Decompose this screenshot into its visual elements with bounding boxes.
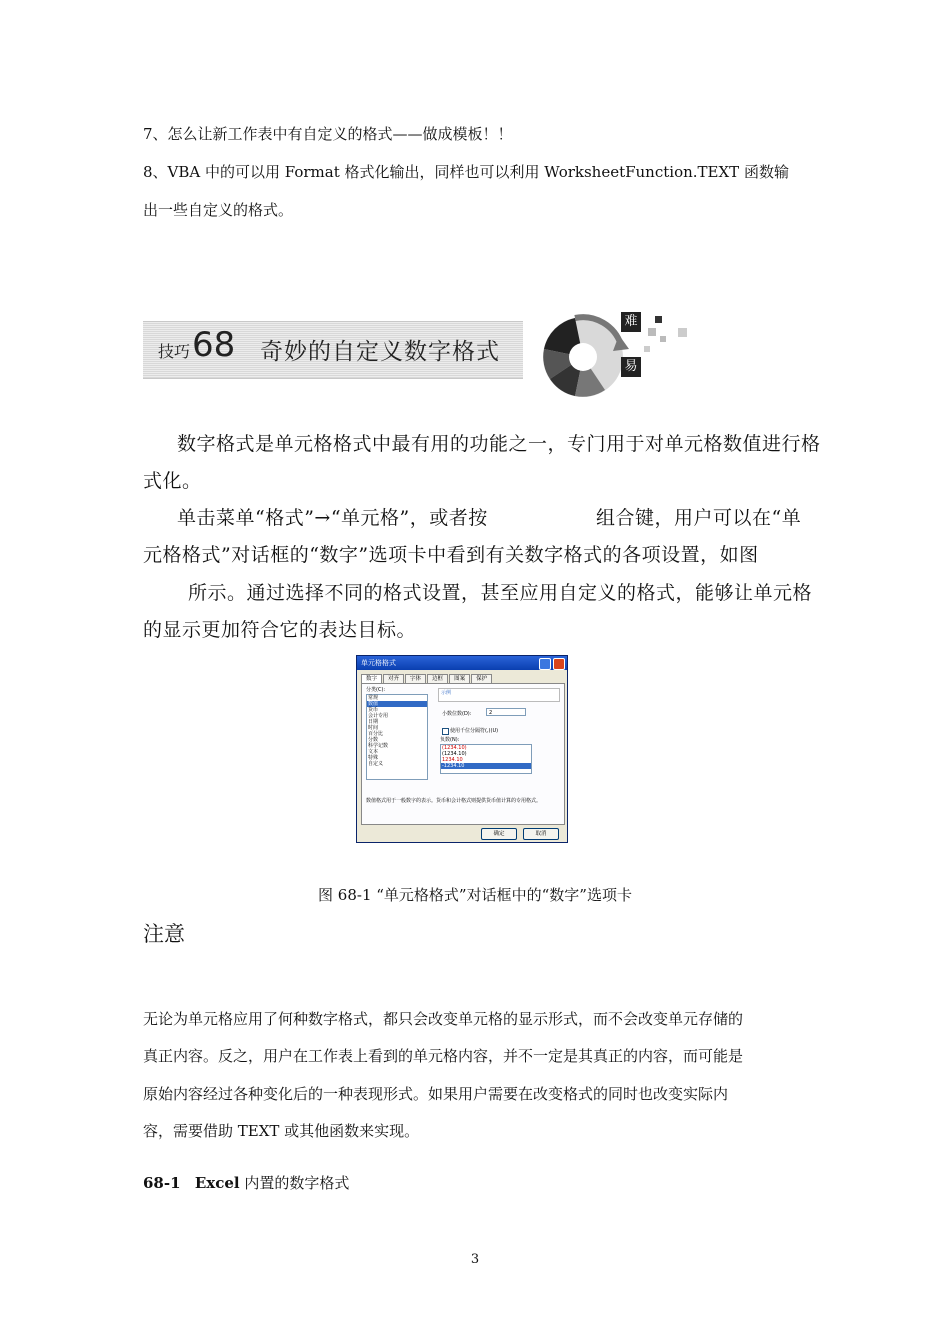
sample-box [438,688,560,702]
decor-square [655,316,662,323]
tab-alignment[interactable]: 对齐 [383,674,404,683]
text-line-8-cont: 出一些自定义的格式。 [143,201,294,219]
decor-square [648,328,656,336]
category-list[interactable] [366,694,428,780]
figure-caption: 图 68-1 “单元格格式”对话框中的“数字”选项卡 [318,886,632,904]
sample-label: 示例 [441,690,452,696]
list-item[interactable]: 常规 [368,695,379,701]
note-heading: 注意 [143,922,185,946]
intro-paragraph-2-e: 的显示更加符合它的表达目标。 [143,619,417,641]
intro-paragraph-2: 单击菜单“格式”→“单元格”，或者按 [177,507,488,529]
section-title: 内置的数字格式 [244,1174,350,1192]
decimal-stepper[interactable]: 2 [486,708,526,716]
list-item[interactable]: 货币 [368,707,379,713]
list-item[interactable]: 百分比 [368,731,384,737]
list-item[interactable]: 自定义 [368,761,384,767]
list-item[interactable]: 数值 [367,701,427,707]
thousands-label: 使用千位分隔符(,)(U) [450,728,499,734]
tip-label: 技巧 [158,342,191,361]
list-item[interactable]: 会计专用 [368,713,389,719]
decor-square [678,328,687,337]
tab-pattern[interactable]: 图案 [449,674,470,683]
difficulty-easy: 易 [621,357,641,377]
note-line-2: 真正内容。反之，用户在工作表上看到的单元格内容，并不一定是其真正的内容，而可能是 [143,1047,744,1065]
intro-paragraph-1: 数字格式是单元格格式中最有用的功能之一，专门用于对单元格数值进行格 [177,433,821,455]
section-title-excel: Excel [194,1174,240,1192]
negative-label: 负数(N): [440,737,460,743]
difficulty-graphic [535,305,700,410]
text-line-7: 7、怎么让新工作表中有自定义的格式——做成模板！！ [143,125,513,143]
number-panel [361,683,565,825]
list-item[interactable]: 时间 [368,725,379,731]
note-line-1: 无论为单元格应用了何种数字格式，都只会改变单元格的显示形式，而不会改变单元存储的 [143,1010,744,1028]
section-number: 68-1 [143,1174,181,1192]
difficulty-hard: 难 [621,312,641,332]
decimal-label: 小数位数(D): [442,711,472,717]
help-icon[interactable] [539,658,551,670]
list-item[interactable]: 文本 [368,749,379,755]
list-item[interactable]: 1234.10 [442,757,463,763]
ok-button[interactable]: 确定 [481,828,517,840]
list-item[interactable]: (1234.10) [442,751,467,757]
tab-border[interactable]: 边框 [427,674,448,683]
cancel-button[interactable]: 取消 [523,828,559,840]
tab-font[interactable]: 字体 [405,674,426,683]
list-item[interactable]: 分数 [368,737,379,743]
intro-paragraph-2-b: 组合键，用户可以在“单 [596,507,802,529]
tab-number[interactable]: 数字 [361,674,382,683]
format-description: 数值格式用于一般数字的表示。货币和会计格式则提供货币值计算的专用格式。 [366,798,542,804]
tip-number: 68 [192,325,236,365]
list-item[interactable]: 特殊 [368,755,379,761]
list-item[interactable]: 科学记数 [368,743,389,749]
text-line-8: 8、VBA 中的可以用 Format 格式化输出，同样也可以利用 WorksheetFunction.TEXT 函数输 [143,163,789,181]
format-cells-dialog [356,655,568,843]
intro-paragraph-2-d: 所示。通过选择不同的格式设置，甚至应用自定义的格式，能够让单元格 [188,582,813,604]
section-heading [143,1172,349,1193]
tab-protection[interactable]: 保护 [471,674,492,683]
page-number: 3 [470,1252,480,1267]
thousands-checkbox[interactable] [442,728,449,735]
note-line-3: 原始内容经过各种变化后的一种表现形式。如果用户需要在改变格式的同时也改变实际内 [143,1085,729,1103]
intro-paragraph-2-c: 元格格式”对话框的“数字”选项卡中看到有关数字格式的各项设置，如图 [143,544,759,566]
list-item[interactable]: (1234.10) [442,745,467,751]
negative-list[interactable] [440,744,532,774]
dialog-title: 单元格格式 [361,659,396,667]
decor-square [644,346,650,352]
intro-paragraph-1-cont: 式化。 [143,470,202,492]
tip-title: 奇妙的自定义数字格式 [260,339,500,365]
category-label: 分类(C): [366,687,386,693]
note-line-4: 容，需要借助 TEXT 或其他函数来实现。 [143,1122,420,1140]
close-icon[interactable] [553,658,565,670]
list-item[interactable]: -1234.10 [441,763,531,769]
decor-square [660,336,666,342]
list-item[interactable]: 日期 [368,719,379,725]
